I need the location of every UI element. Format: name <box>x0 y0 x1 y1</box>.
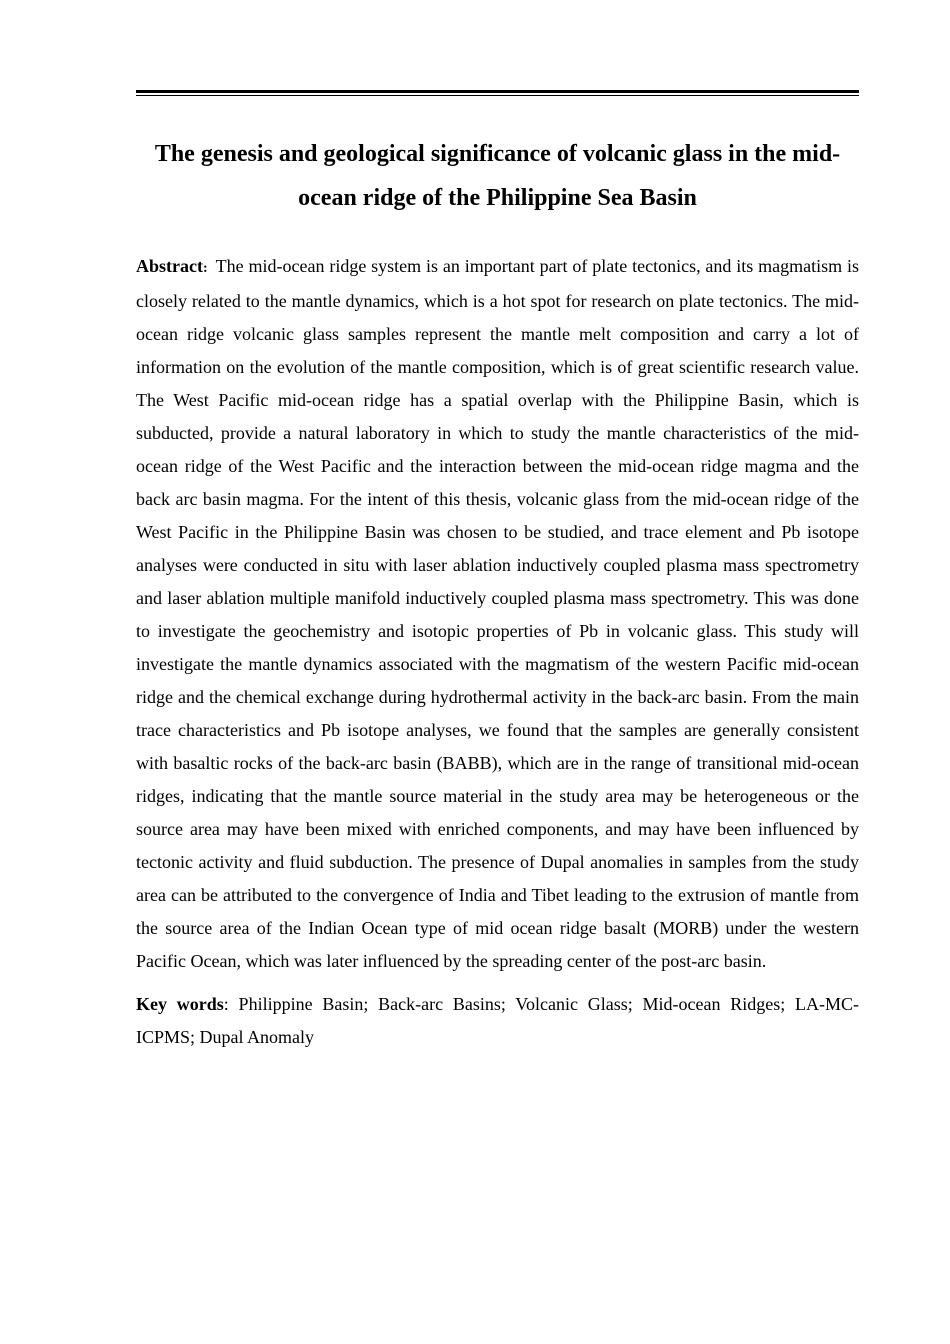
header-rule-thick <box>136 90 859 93</box>
paper-title: The genesis and geological significance of volcanic glass in the mid-ocean ridge of the Philippine Sea Basin <box>154 141 841 211</box>
header-rule-thin <box>136 95 859 96</box>
abstract-text: The mid-ocean ridge system is an important part of plate tectonics, and its magmatism is closely related to the mantle dynamics, which is a hot spot for research on plate tectonics. The mid-ocean ridge volcanic glass samples represent the mantle melt composition and carry a lot of information on the evolution of the mantle composition, which is of great scientific research value. The West Pacific mid-ocean ridge has a spatial overlap with the Philippine Basin, which is subducted, provide a natural laboratory in which to study the mantle characteristics of the mid-ocean ridge of the West Pacific and the interaction between the mid-ocean ridge magma and the back arc basin magma. For the intent of this thesis, volcanic glass from the mid-ocean ridge of the West Pacific in the Philippine Basin was chosen to be studied, and trace element and Pb isotope analyses were conducted in situ with laser ablation inductively coupled plasma mass spectrometry and laser ablation multiple manifold inductively coupled plasma mass spectrometry. This was done to investigate the geochemistry and isotopic properties of Pb in volcanic glass. This study will investigate the mantle dynamics associated with the magmatism of the western Pacific mid-ocean ridge and the chemical exchange during hydrothermal activity in the back-arc basin. From the main trace characteristics and Pb isotope analyses, we found that the samples are generally consistent with basaltic rocks of the back-arc basin (BABB), which are in the range of transitional mid-ocean ridges, indicating that the mantle source material in the study area may be heterogeneous or the source area may have been mixed with enriched components, and may have been influenced by tectonic activity and fluid subduction. The presence of Dupal anomalies in samples from the study area can be attributed to the convergence of India and Tibet leading to the extrusion of mantle from the source area of the Indian Ocean type of mid ocean ridge basalt (MORB) under the western Pacific Ocean, which was later influenced by the spreading center of the post-arc basin. <box>136 256 859 971</box>
abstract-label: Abstract <box>136 256 203 276</box>
paper-page <box>136 90 859 1054</box>
keywords-label: Key words <box>136 994 224 1014</box>
keywords-paragraph <box>136 988 859 1054</box>
abstract-colon: : <box>202 261 208 276</box>
abstract-paragraph <box>136 250 859 978</box>
keywords-text: : Philippine Basin; Back-arc Basins; Volcanic Glass; Mid-ocean Ridges; LA-MC-ICPMS; Dupal Anomaly <box>136 994 859 1047</box>
